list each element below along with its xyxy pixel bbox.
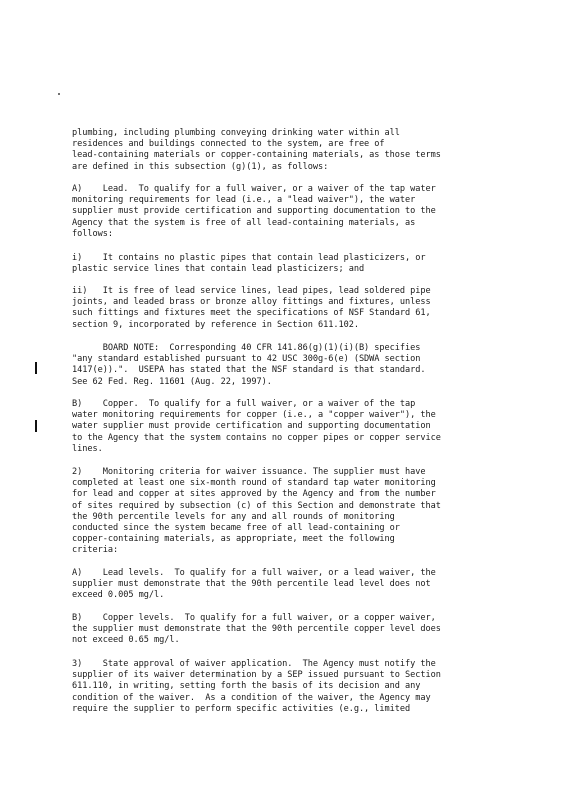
scan-speck bbox=[58, 93, 60, 95]
paragraph-item-ii: ii) It is free of lead service lines, lead pipes, lead soldered pipe joints, and leaded brass or bronze alloy fittings and fixtures, unless such fittings and fixtures meet the specifications of NSF Standard 61, section 9, incorporated by reference in Section 611.102. bbox=[72, 286, 431, 330]
paragraph-lead-levels: A) Lead levels. To qualify for a full waiver, or a lead waiver, the supplier must demonstrate that the 90th percentile lead level does not exceed 0.005 mg/l. bbox=[72, 568, 436, 601]
paragraph-copper: B) Copper. To qualify for a full waiver, or a waiver of the tap water monitoring requirements for copper (i.e., a "copper waiver"), the water supplier must provide certification and supporting documentation to the Agency that the system contains no copper pipes or copper service lines. bbox=[72, 399, 441, 454]
paragraph-intro: plumbing, including plumbing conveying drinking water within all residences and buildings connected to the system, are free of lead-containing materials or copper-containing materials, as those terms are defined in this subsection (g)(1), as follows: bbox=[72, 128, 441, 172]
paragraph-item-i: i) It contains no plastic pipes that contain lead plasticizers, or plastic service lines that contain lead plasticizers; and bbox=[72, 253, 426, 275]
paragraph-copper-levels: B) Copper levels. To qualify for a full waiver, or a copper waiver, the supplier must demonstrate that the 90th percentile copper level does not exceed 0.65 mg/l. bbox=[72, 613, 441, 646]
paragraph-lead: A) Lead. To qualify for a full waiver, or a waiver of the tap water monitoring requirements for lead (i.e., a "lead waiver"), the water supplier must provide certification and supporting documentation to the Agency that the system is free of all lead-containing materials, as follows: bbox=[72, 184, 436, 239]
paragraph-monitoring-criteria: 2) Monitoring criteria for waiver issuance. The supplier must have completed at least one six-month round of standard tap water monitoring for lead and copper at sites approved by the Agency and from the number of sites required by subsection (c) of this Section and demonstrate that the 90th percentile levels for any and all rounds of monitoring conducted since the system became free of all lead-containing or copper-containing materials, as appropriate, meet the following criteria: bbox=[72, 467, 441, 556]
paragraph-state-approval: 3) State approval of waiver application. The Agency must notify the supplier of its waiver determination by a SEP issued pursuant to Section 611.110, in writing, setting forth the basis of its decision and any condition of the waiver. As a condition of the waiver, the Agency may require the supplier to perform specific activities (e.g., limited bbox=[72, 659, 441, 714]
revision-bar bbox=[35, 420, 37, 432]
paragraph-board-note: BOARD NOTE: Corresponding 40 CFR 141.86(g)(1)(i)(B) specifies "any standard established pursuant to 42 USC 300g-6(e) (SDWA section 1417(e)).". USEPA has stated that the NSF standard is that standard. See 62 Fed. Reg. 11601 (Aug. 22, 1997). bbox=[72, 343, 426, 387]
revision-bar bbox=[35, 362, 37, 374]
